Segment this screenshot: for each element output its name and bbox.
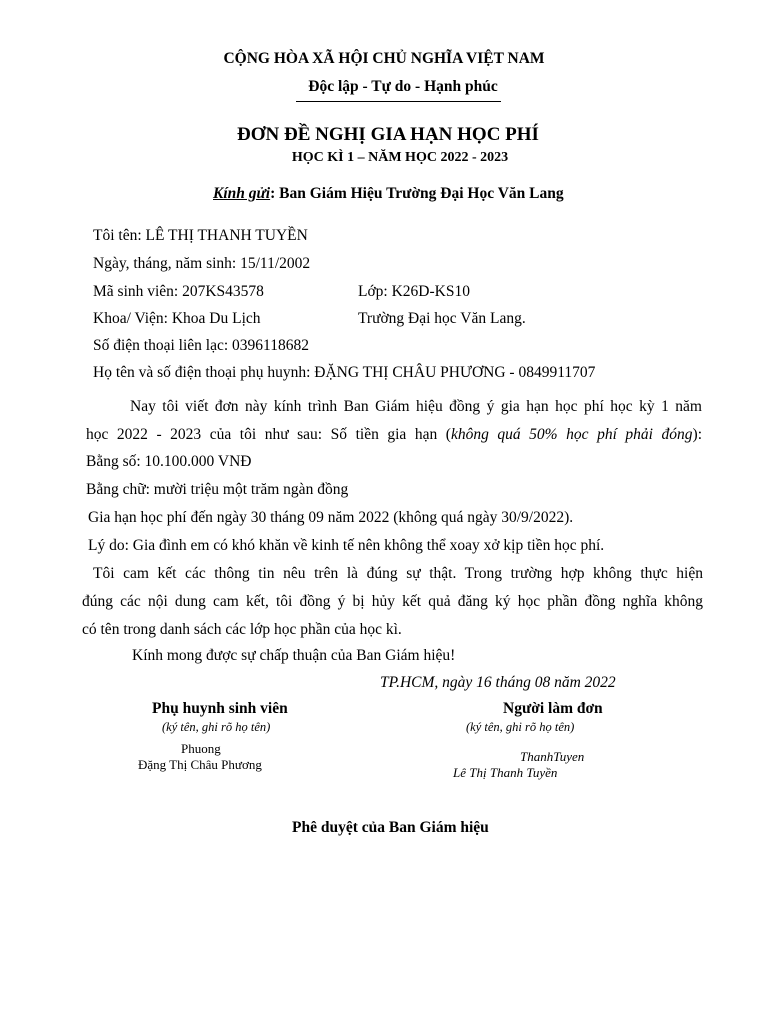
document-title: ĐƠN ĐỀ NGHỊ GIA HẠN HỌC PHÍ [237, 124, 539, 145]
commitment-line-1: Tôi cam kết các thông tin nêu trên là đúng sự thật. Trong trường hợp không thực hiện [93, 565, 703, 582]
parent-signature-title: Phụ huynh sinh viên [152, 700, 288, 717]
amount-words: Bằng chữ: mười triệu một trăm ngàn đồng [86, 481, 349, 498]
document-subtitle: HỌC KÌ 1 – NĂM HỌC 2022 - 2023 [291, 150, 509, 165]
parent-full-name: Đặng Thị Châu Phương [138, 757, 262, 772]
commitment-line-3: có tên trong danh sách các lớp học phần của học kì. [82, 621, 402, 638]
closing-line: Kính mong được sự chấp thuận của Ban Giám hiệu! [132, 647, 456, 664]
faculty: Khoa/ Viện: Khoa Du Lịch [93, 310, 261, 327]
student-class: Lớp: K26D-KS10 [358, 283, 470, 300]
school-name: Trường Đại học Văn Lang. [358, 310, 526, 327]
recipient-line [213, 185, 564, 204]
request-line-2-start: học 2022 - 2023 của tôi như sau: Số tiền gia hạn ( [86, 426, 451, 443]
motto: Độc lập - Tự do - Hạnh phúc [308, 78, 498, 95]
date-line: TP.HCM, ngày 16 tháng 08 năm 2022 [380, 674, 616, 691]
applicant-signature-note: (ký tên, ghi rõ họ tên) [466, 720, 575, 734]
amount-number: Bằng số: 10.100.000 VNĐ [86, 453, 252, 470]
phone-number: Số điện thoại liên lạc: 0396118682 [93, 337, 309, 354]
parent-signature-note: (ký tên, ghi rõ họ tên) [162, 720, 271, 734]
request-line-2 [86, 426, 702, 445]
extension-deadline: Gia hạn học phí đến ngày 30 tháng 09 năm 2022 (không quá ngày 30/9/2022). [88, 509, 574, 526]
approval-heading: Phê duyệt của Ban Giám hiệu [292, 819, 489, 836]
request-line-2-italic: không quá 50% học phí phải đóng [450, 426, 693, 443]
reason: Lý do: Gia đình em có khó khăn về kinh tế nên không thể xoay xở kịp tiền học phí. [88, 537, 605, 554]
commitment-line-2: đúng các nội dung cam kết, tôi đồng ý bị hủy kết quả đăng ký học phần đồng nghĩa không [82, 593, 703, 610]
student-id: Mã sinh viên: 207KS43578 [93, 283, 264, 300]
student-name: Tôi tên: LÊ THỊ THANH TUYỀN [93, 227, 308, 244]
recipient-label: Kính gửi [213, 185, 271, 202]
applicant-signature: ThanhTuyen [520, 749, 585, 764]
parent-signature: Phuong [181, 741, 221, 756]
recipient-value: : Ban Giám Hiệu Trường Đại Học Văn Lang [270, 185, 564, 202]
parent-info: Họ tên và số điện thoại phụ huynh: ĐẶNG THỊ CHÂU PHƯƠNG - 0849911707 [93, 364, 596, 381]
request-line-1: Nay tôi viết đơn này kính trình Ban Giám hiệu đồng ý gia hạn học phí học kỳ 1 năm [130, 398, 702, 415]
date-of-birth: Ngày, tháng, năm sinh: 15/11/2002 [93, 255, 311, 272]
request-line-2-end: ): [692, 426, 702, 443]
applicant-signature-title: Người làm đơn [503, 700, 603, 717]
applicant-full-name: Lê Thị Thanh Tuyền [453, 765, 558, 780]
nation-heading: CỘNG HÒA XÃ HỘI CHỦ NGHĨA VIỆT NAM [223, 50, 545, 67]
motto-underline [296, 101, 501, 102]
